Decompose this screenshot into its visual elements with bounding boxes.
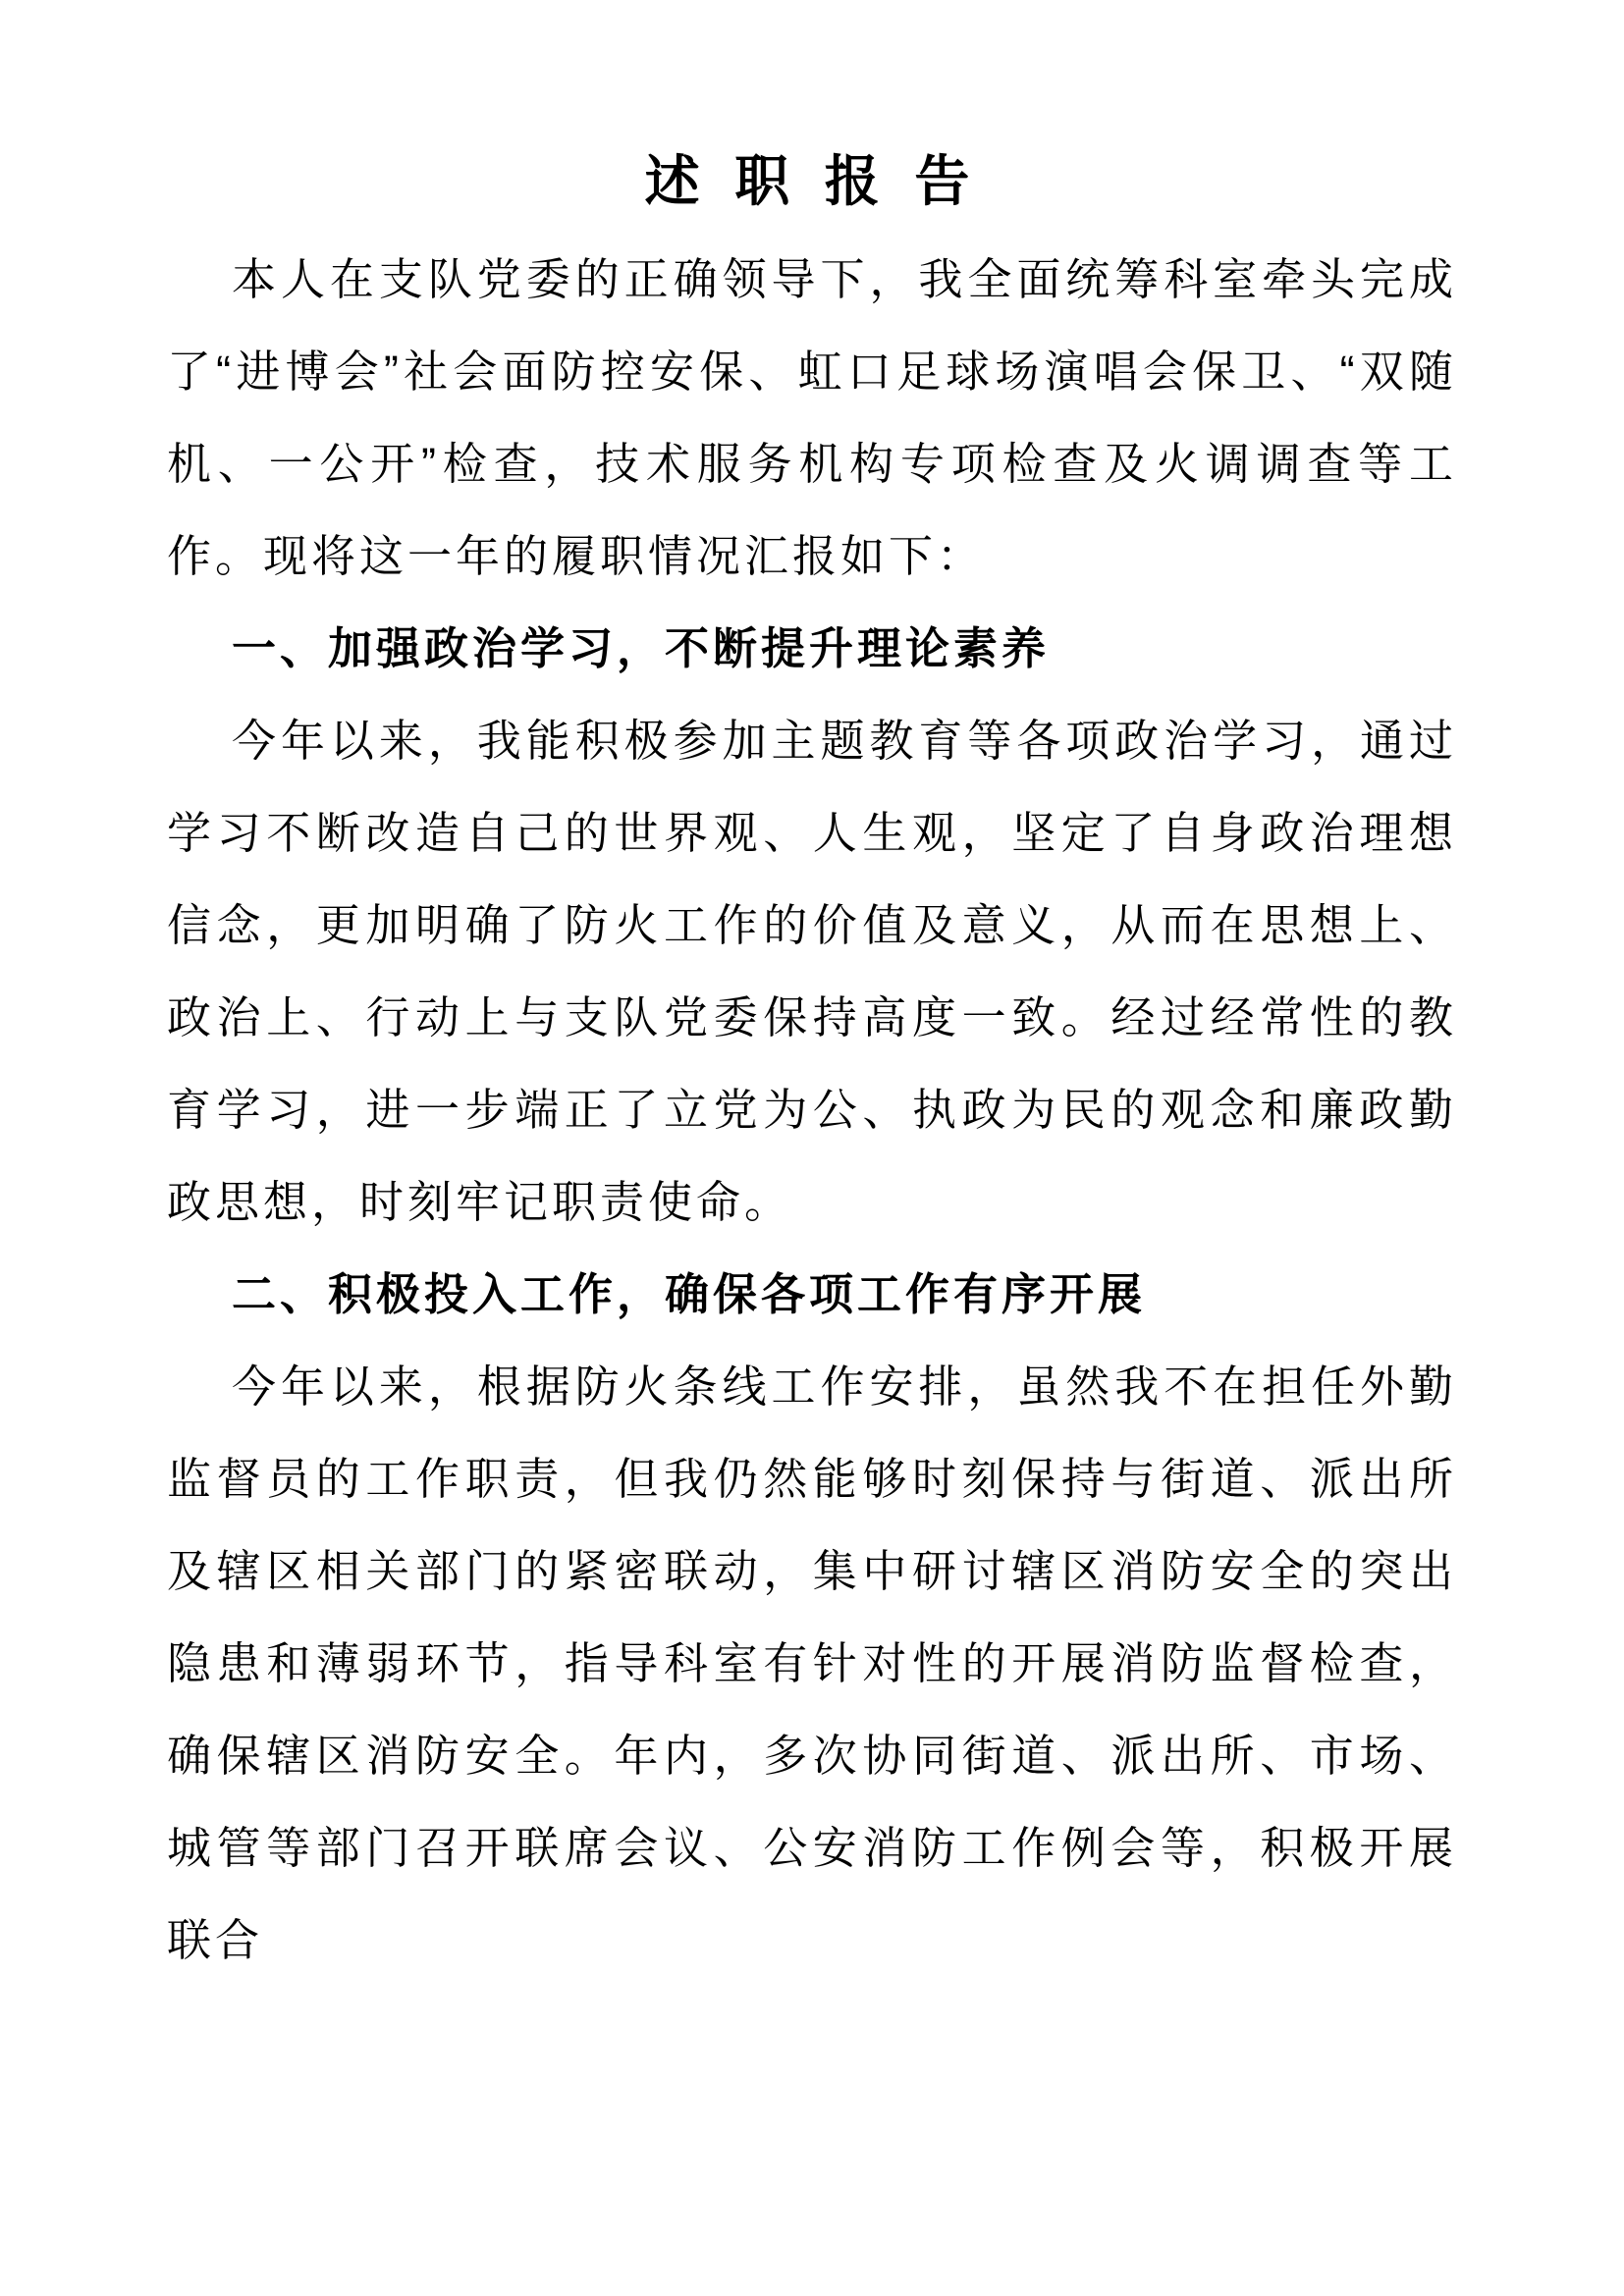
paragraph-section-1: 今年以来，我能积极参加主题教育等各项政治学习，通过学习不断改造自己的世界观、人生观，坚定了自身政治理想信念，更加明确了防火工作的价值及意义，从而在思想上、政治上、行动上与支队党委保持高度一致。经过经常性的教育学习，进一步端正了立党为公、执政为民的观念和廉政勤政思想，时刻牢记职责使命。 [167,716,1457,1227]
paragraph-section-2: 今年以来，根据防火条线工作安排，虽然我不在担任外勤监督员的工作职责，但我仍然能够时刻保持与街道、派出所及辖区相关部门的紧密联动，集中研讨辖区消防安全的突出隐患和薄弱环节，指导科室有针对性的开展消防监督检查，确保辖区消防安全。年内，多次协同街道、派出所、市场、城管等部门召开联席会议、公安消防工作例会等，积极开展联合 [167,1362,1457,1965]
report-title: 述 职 报 告 [644,150,980,212]
section-heading-1: 一、加强政治学习，不断提升理论素养 [232,623,1051,673]
section-heading-2: 二、积极投入工作，确保各项工作有序开展 [232,1269,1147,1319]
paragraph-intro: 本人在支队党委的正确领导下，我全面统筹科室牵头完成了“进博会”社会面防控安保、虹口足球场演唱会保卫、“双随机、一公开”检查，技术服务机构专项检查及火调调查等工作。现将这一年的履职情况汇报如下： [167,254,1457,581]
